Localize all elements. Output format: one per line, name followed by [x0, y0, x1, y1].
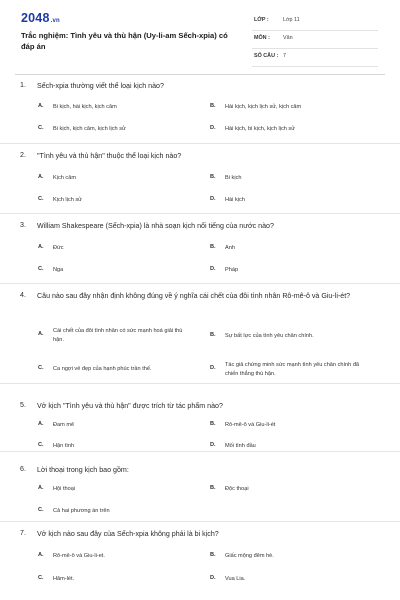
answer-option[interactable]: [210, 103, 370, 112]
option-text: Vua Lia.: [225, 576, 246, 582]
option-letter: B.: [210, 103, 216, 109]
answer-option[interactable]: [38, 365, 198, 374]
answer-option[interactable]: [210, 552, 370, 561]
option-letter: A.: [38, 244, 44, 250]
answer-option[interactable]: [38, 266, 198, 275]
question-heading: [20, 81, 372, 92]
option-text: Bi kịch: [225, 175, 242, 181]
option-letter: C.: [38, 196, 44, 202]
option-letter: D.: [210, 125, 216, 131]
option-text: Ca ngợi vẻ đẹp của hạnh phúc trần thế.: [53, 366, 152, 372]
answer-option[interactable]: [38, 196, 198, 205]
meta-value: 7: [283, 53, 286, 59]
option-letter: C.: [38, 365, 44, 371]
meta-info-box: [252, 13, 378, 67]
question-number: 1.: [20, 81, 26, 89]
answer-option[interactable]: [210, 174, 370, 183]
answer-option[interactable]: [210, 266, 370, 275]
option-letter: C.: [38, 125, 44, 131]
answer-option[interactable]: [38, 125, 198, 134]
answer-option[interactable]: [38, 103, 198, 112]
question-item: [0, 214, 400, 284]
answer-option[interactable]: [38, 485, 198, 494]
option-text: Hội thoại: [53, 486, 76, 492]
option-letter: A.: [38, 103, 44, 109]
meta-value: Lớp 11: [283, 17, 300, 23]
option-text: Hăm-lét.: [53, 576, 75, 582]
option-letter: D.: [210, 266, 216, 272]
page-header: [0, 0, 400, 72]
answer-option[interactable]: [210, 125, 370, 134]
question-item: [0, 522, 400, 598]
option-text: Kịch câm: [53, 175, 77, 181]
option-text: Cái chết của đôi tình nhân có sức mạnh hoá giải thù hận.: [53, 328, 183, 343]
option-text: Cả hai phương án trên: [53, 508, 110, 514]
answer-option[interactable]: [210, 244, 370, 253]
question-list: [0, 76, 400, 598]
answer-option[interactable]: [38, 174, 198, 183]
page-title: Trắc nghiệm: Tình yêu và thù hận (Uy-li-am Sếch-xpia) có đáp án: [21, 31, 228, 51]
option-letter: A.: [38, 174, 44, 180]
site-logo[interactable]: [21, 11, 60, 25]
question-number: 3.: [20, 221, 26, 229]
option-text: Rô-mê-ô và Giu-li-ét: [225, 422, 276, 428]
option-text: Tác giả chứng minh sức mạnh tình yêu chân chính đã chiến thắng thù hận.: [225, 362, 360, 377]
question-number: 7.: [20, 529, 26, 537]
question-text: Lời thoại trong kịch bao gồm:: [37, 466, 129, 474]
question-heading: [20, 221, 372, 232]
question-text: Sếch-xpia thường viết thể loại kịch nào?: [37, 82, 164, 90]
logo-main-text: 2048: [21, 11, 50, 25]
option-letter: A.: [38, 331, 44, 337]
option-text: Bi kịch, hài kịch, kịch câm: [53, 104, 117, 110]
answer-option[interactable]: [38, 507, 198, 516]
option-text: Đức: [53, 245, 64, 251]
meta-value: Văn: [283, 35, 293, 41]
option-text: Hài kịch, kịch lịch sử, kịch câm: [225, 104, 302, 110]
answer-option[interactable]: [210, 332, 370, 341]
answer-option[interactable]: [38, 421, 198, 430]
question-item: [0, 452, 400, 522]
option-text: Pháp: [225, 267, 239, 273]
answer-option[interactable]: [210, 361, 373, 379]
question-item: [0, 76, 400, 144]
question-heading: [20, 529, 372, 540]
answer-option[interactable]: [38, 442, 198, 451]
option-text: Kịch lịch sử: [53, 197, 82, 203]
option-text: Độc thoại: [225, 486, 249, 492]
option-text: Đam mê: [53, 422, 75, 428]
answer-option[interactable]: [210, 442, 370, 451]
meta-label: SỐ CÂU :: [254, 53, 279, 59]
option-text: Anh: [225, 245, 235, 251]
option-text: Rô-mê-ô và Giu-li-et.: [53, 553, 105, 559]
question-text: "Tình yêu và thù hận" thuộc thể loại kịch nào?: [37, 152, 182, 160]
question-item: [0, 384, 400, 452]
option-text: Sự bất lực của tình yêu chân chính.: [225, 333, 314, 339]
option-letter: C.: [38, 442, 44, 448]
question-heading: [20, 465, 372, 476]
option-text: Nga: [53, 267, 64, 273]
option-text: Hận tình: [53, 443, 75, 449]
option-letter: B.: [210, 244, 216, 250]
option-text: Giấc mộng đêm hè.: [225, 553, 274, 559]
option-text: Hài kịch, bi kịch, kịch lịch sử: [225, 126, 295, 132]
answer-option[interactable]: [38, 552, 198, 561]
question-number: 6.: [20, 465, 26, 473]
answer-option[interactable]: [210, 485, 370, 494]
option-letter: D.: [210, 196, 216, 202]
option-letter: D.: [210, 365, 216, 371]
option-letter: B.: [210, 174, 216, 180]
option-letter: D.: [210, 575, 216, 581]
question-heading: [20, 291, 372, 302]
question-item: [0, 144, 400, 214]
option-letter: A.: [38, 421, 44, 427]
option-letter: A.: [38, 485, 44, 491]
option-text: Hài kịch: [225, 197, 245, 203]
question-number: 5.: [20, 401, 26, 409]
question-item: [0, 284, 400, 384]
question-heading: [20, 151, 372, 162]
header-divider: [15, 74, 385, 75]
meta-label: MÔN :: [254, 35, 270, 41]
answer-option[interactable]: [38, 575, 198, 584]
logo-suffix-text: .vn: [50, 18, 60, 24]
option-letter: B.: [210, 552, 216, 558]
meta-row-class: [252, 13, 378, 31]
answer-option[interactable]: [38, 244, 198, 253]
answer-option[interactable]: [210, 575, 370, 584]
question-number: 4.: [20, 291, 26, 299]
option-letter: D.: [210, 442, 216, 448]
option-letter: B.: [210, 485, 216, 491]
answer-option[interactable]: [38, 327, 188, 345]
option-letter: B.: [210, 421, 216, 427]
answer-option[interactable]: [210, 421, 370, 430]
question-text: William Shakespeare (Sếch-xpia) là nhà soạn kịch nổi tiếng của nước nào?: [37, 222, 274, 230]
meta-row-subject: [252, 31, 378, 49]
question-number: 2.: [20, 151, 26, 159]
meta-row-question-count: [252, 49, 378, 67]
option-letter: C.: [38, 575, 44, 581]
meta-label: LỚP :: [254, 17, 269, 23]
option-letter: A.: [38, 552, 44, 558]
question-heading: [20, 401, 372, 412]
question-text: Vở kịch nào sau đây của Sếch-xpia không phải là bi kịch?: [37, 530, 219, 538]
question-text: Câu nào sau đây nhận định không đúng về ý nghĩa cái chết của đôi tình nhân Rô-mê-ô và Giu-li-ét?: [37, 292, 351, 300]
question-text: Vở kịch "Tình yêu và thù hận" được trích từ tác phẩm nào?: [37, 402, 223, 410]
option-letter: C.: [38, 507, 44, 513]
option-letter: C.: [38, 266, 44, 272]
option-text: Bi kịch, kịch câm, kịch lịch sử: [53, 126, 126, 132]
option-letter: B.: [210, 332, 216, 338]
answer-option[interactable]: [210, 196, 370, 205]
option-text: Mối tình đầu: [225, 443, 256, 449]
